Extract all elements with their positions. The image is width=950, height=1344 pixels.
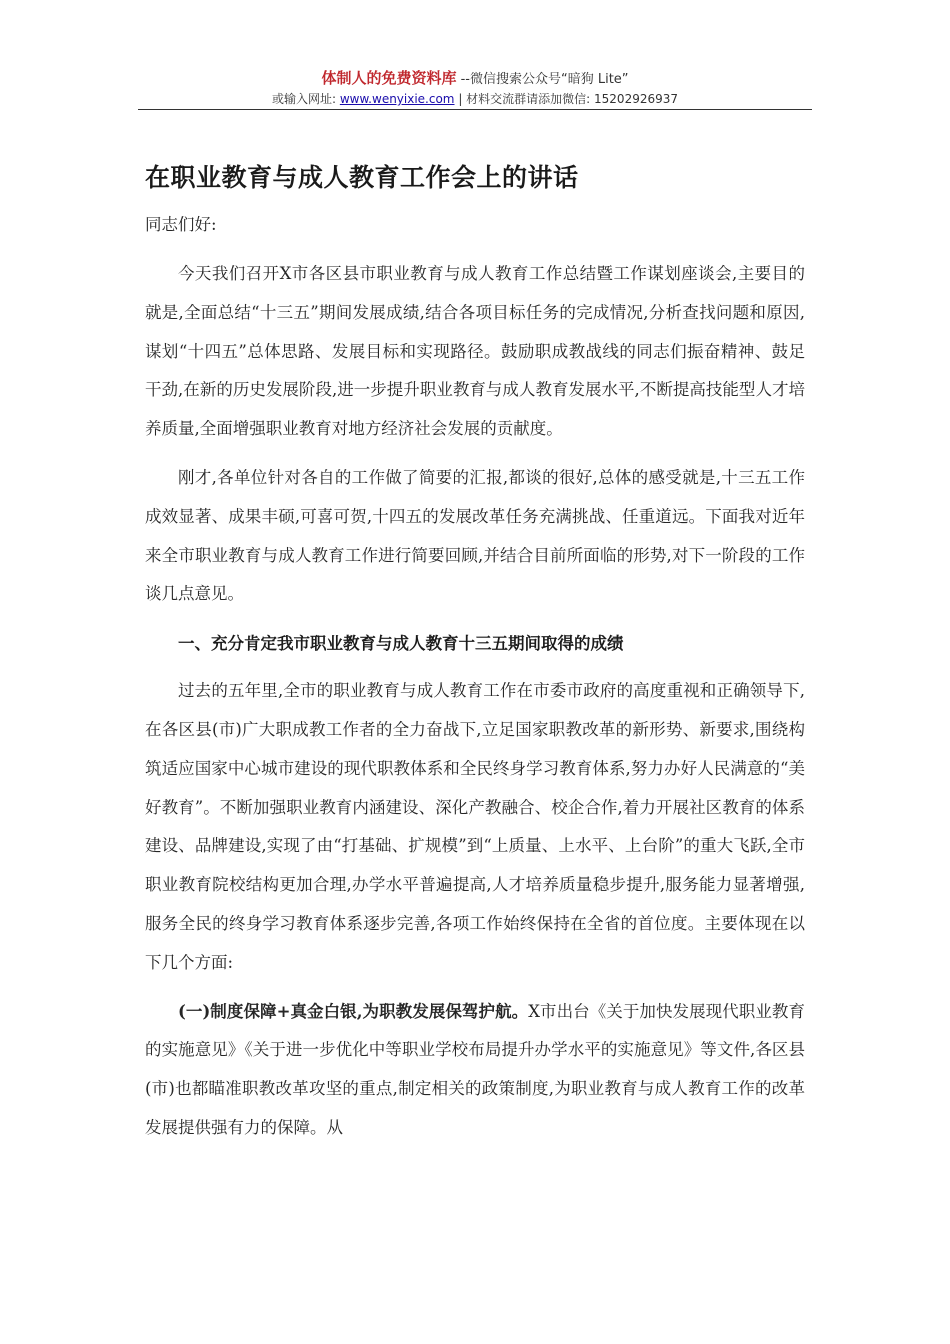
- subsection-lead: (一)制度保障+真金白银,为职教发展保驾护航。: [178, 1001, 529, 1021]
- paragraph-2: 刚才,各单位针对各自的工作做了简要的汇报,都谈的很好,总体的感受就是,十三五工作成效显著、成果丰硕,可喜可贺,十四五的发展改革任务充满挑战、任重道远。下面我对近年来全市职业教育与成人教育工作进行简要回顾,并结合目前所面临的形势,对下一阶段的工作谈几点意见。: [145, 467, 805, 604]
- header-divider: [138, 109, 812, 110]
- header-contact: | 材料交流群请添加微信: 15202926937: [454, 92, 679, 106]
- header-brand: 体制人的免费资料库: [321, 69, 457, 87]
- paragraph-4: [145, 993, 805, 1148]
- document-body: [145, 206, 805, 1158]
- header-url-prefix: 或输入网址:: [271, 92, 340, 106]
- page-header: [138, 68, 812, 108]
- salutation: 同志们好:: [145, 215, 217, 234]
- paragraph-1: 今天我们召开X市各区县市职业教育与成人教育工作总结暨工作谋划座谈会,主要目的就是,全面总结“十三五”期间发展成绩,结合各项目标任务的完成情况,分析查找问题和原因,谋划“十四五”总体思路、发展目标和实现路径。鼓励职成教战线的同志们振奋精神、鼓足干劲,在新的历史发展阶段,进一步提升职业教育与成人教育发展水平,不断提高技能型人才培养质量,全面增强职业教育对地方经济社会发展的贡献度。: [145, 264, 805, 439]
- subsection-text: X市出台《关于加快发展现代职业教育的实施意见》《关于进一步优化中等职业学校布局提升办学水平的实施意见》等文件,各区县(市)也都瞄准职教改革攻坚的重点,制定相关的政策制度,为职业教育与成人教育工作的改革发展提供强有力的保障。从: [145, 1001, 806, 1137]
- paragraph-3: 过去的五年里,全市的职业教育与成人教育工作在市委市政府的高度重视和正确领导下,在各区县(市)广大职成教工作者的全力奋战下,立足国家职教改革的新形势、新要求,围绕构筑适应国家中心城市建设的现代职教体系和全民终身学习教育体系,努力办好人民满意的“美好教育”。不断加强职业教育内涵建设、深化产教融合、校企合作,着力开展社区教育的体系建设、品牌建设,实现了由“打基础、扩规模”到“上质量、上水平、上台阶”的重大飞跃,全市职业教育院校结构更加合理,办学水平普遍提高,人才培养质量稳步提升,服务能力显著增强,服务全民的终身学习教育体系逐步完善,各项工作始终保持在全省的首位度。主要体现在以下几个方面:: [145, 681, 805, 972]
- header-line-2: [138, 90, 812, 108]
- document-title: 在职业教育与成人教育工作会上的讲话: [145, 163, 579, 192]
- header-url-link[interactable]: www.wenyixie.com: [339, 92, 455, 106]
- header-tagline: --微信搜索公众号“暗狗 Lite”: [456, 72, 629, 87]
- section-heading-1: 一、充分肯定我市职业教育与成人教育十三五期间取得的成绩: [178, 634, 624, 654]
- header-line-1: [138, 68, 812, 90]
